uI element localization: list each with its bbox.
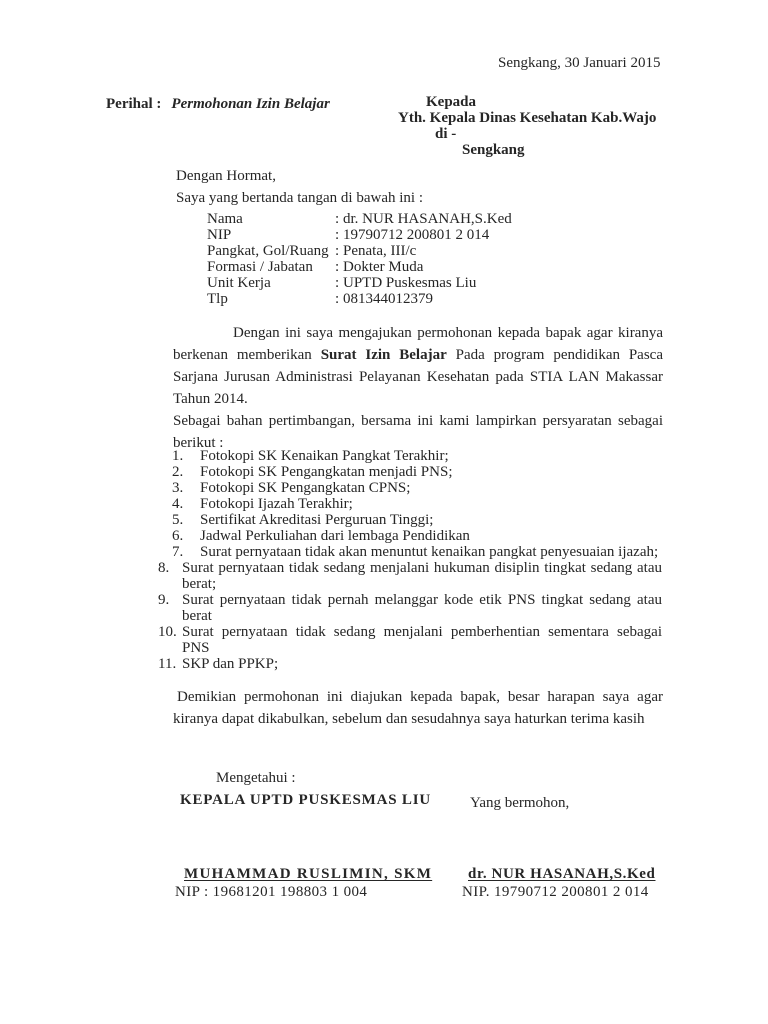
identity-value: 19790712 200801 2 014: [343, 227, 490, 243]
signature-right-name: dr. NUR HASANAH,S.Ked: [468, 866, 656, 882]
identity-label: Formasi / Jabatan: [207, 259, 313, 275]
request-text-before: Dengan ini saya mengajukan permohonan kepada bapak agar kiranya berkenan memberikan: [173, 325, 663, 363]
list-item-number: 11.: [158, 656, 177, 672]
closing-paragraph: Demikian permohonan ini diajukan kepada bapak, besar harapan saya agar kiranya dapat dikabulkan, sebelum dan sesudahnya saya haturkan terima kasih: [173, 689, 663, 727]
requirements-list: [158, 448, 662, 672]
list-item-text: Jadwal Perkuliahan dari lembaga Pendidikan: [200, 528, 470, 544]
request-text-bold: Surat Izin Belajar: [320, 347, 447, 363]
list-item: [158, 496, 662, 512]
identity-value: UPTD Puskesmas Liu: [343, 275, 477, 291]
identity-value: Dokter Muda: [343, 259, 424, 275]
identity-label: Tlp: [207, 291, 228, 307]
list-item-number: 2.: [172, 464, 184, 480]
list-item-number: 6.: [172, 528, 184, 544]
list-item: [158, 656, 662, 672]
list-item-text: Surat pernyataan tidak sedang menjalani hukuman disiplin tingkat sedang atau berat;: [182, 560, 662, 592]
list-item: [158, 480, 662, 496]
signature-left-title: KEPALA UPTD PUSKESMAS LIU: [180, 792, 432, 808]
identity-colon: :: [335, 227, 340, 243]
list-item: [158, 560, 662, 592]
signature-right-title: Yang bermohon,: [470, 795, 570, 811]
list-item-text: Surat pernyataan tidak akan menuntut kenaikan pangkat penyesuaian ijazah;: [200, 544, 659, 560]
signature-left-name: MUHAMMAD RUSLIMIN, SKM: [184, 866, 433, 882]
request-paragraph: [173, 322, 663, 410]
identity-label: Nama: [207, 211, 243, 227]
list-item-text: Sertifikat Akreditasi Perguruan Tinggi;: [200, 512, 434, 528]
list-item: [158, 592, 662, 624]
identity-row-nama: [207, 211, 512, 227]
subject-line: [106, 96, 330, 113]
identity-colon: :: [335, 243, 340, 259]
recipient-city: Sengkang: [462, 142, 525, 158]
list-item-number: 3.: [172, 480, 184, 496]
attachments-intro-paragraph: Sebagai bahan pertimbangan, bersama ini kami lampirkan persyaratan sebagai berikut :: [173, 413, 663, 451]
recipient-addressee: Yth. Kepala Dinas Kesehatan Kab.Wajo: [398, 110, 657, 126]
list-item-text: Fotokopi SK Pengangkatan menjadi PNS;: [200, 464, 453, 480]
intro-line: Saya yang bertanda tangan di bawah ini :: [176, 190, 424, 206]
date-line: Sengkang, 30 Januari 2015: [498, 55, 661, 71]
identity-value: Penata, III/c: [343, 243, 417, 259]
identity-row-nip: [207, 227, 512, 243]
list-item-text: Fotokopi SK Kenaikan Pangkat Terakhir;: [200, 448, 449, 464]
identity-value: 081344012379: [343, 291, 433, 307]
list-item-text: Fotokopi SK Pengangkatan CPNS;: [200, 480, 411, 496]
request-text-after: Pada program pendidikan Pasca Sarjana Jurusan Administrasi Pelayanan Kesehatan pada STIA LAN Makassar Tahun 2014.: [173, 347, 663, 407]
recipient-di: di -: [435, 126, 457, 142]
subject-value: Permohonan Izin Belajar: [171, 96, 330, 112]
list-item-text: Surat pernyataan tidak pernah melanggar kode etik PNS tingkat sedang atau berat: [182, 592, 662, 624]
identity-colon: :: [335, 291, 340, 307]
identity-label: NIP: [207, 227, 232, 243]
identity-label: Pangkat, Gol/Ruang: [207, 243, 329, 259]
list-item: [158, 624, 662, 656]
recipient-block: [398, 94, 678, 158]
list-item-number: 9.: [158, 592, 170, 608]
list-item: [158, 448, 662, 464]
list-item-number: 8.: [158, 560, 170, 576]
list-item: [158, 544, 662, 560]
list-item-number: 7.: [172, 544, 184, 560]
identity-colon: :: [335, 211, 340, 227]
identity-table: [207, 211, 512, 307]
identity-row-pangkat: [207, 243, 512, 259]
identity-colon: :: [335, 275, 340, 291]
identity-row-tlp: [207, 291, 512, 307]
list-item-number: 5.: [172, 512, 184, 528]
list-item: [158, 528, 662, 544]
list-item: [158, 512, 662, 528]
subject-label: Perihal :: [106, 96, 162, 112]
list-item-text: SKP dan PPKP;: [182, 656, 279, 672]
signature-left-nip: NIP : 19681201 198803 1 004: [175, 884, 368, 900]
signature-right-nip: NIP. 19790712 200801 2 014: [462, 884, 649, 900]
list-item-number: 10.: [158, 624, 177, 640]
identity-label: Unit Kerja: [207, 275, 271, 291]
list-item-text: Surat pernyataan tidak sedang menjalani pemberhentian sementara sebagai PNS: [182, 624, 662, 656]
list-item-number: 4.: [172, 496, 184, 512]
identity-colon: :: [335, 259, 340, 275]
identity-row-formasi: [207, 259, 512, 275]
identity-value: dr. NUR HASANAH,S.Ked: [343, 211, 512, 227]
mengetahui-label: Mengetahui :: [216, 770, 296, 786]
list-item-number: 1.: [172, 448, 184, 464]
recipient-kepada: Kepada: [426, 94, 477, 110]
list-item: [158, 464, 662, 480]
identity-row-unit-kerja: [207, 275, 512, 291]
list-item-text: Fotokopi Ijazah Terakhir;: [200, 496, 353, 512]
salutation: Dengan Hormat,: [176, 168, 276, 184]
